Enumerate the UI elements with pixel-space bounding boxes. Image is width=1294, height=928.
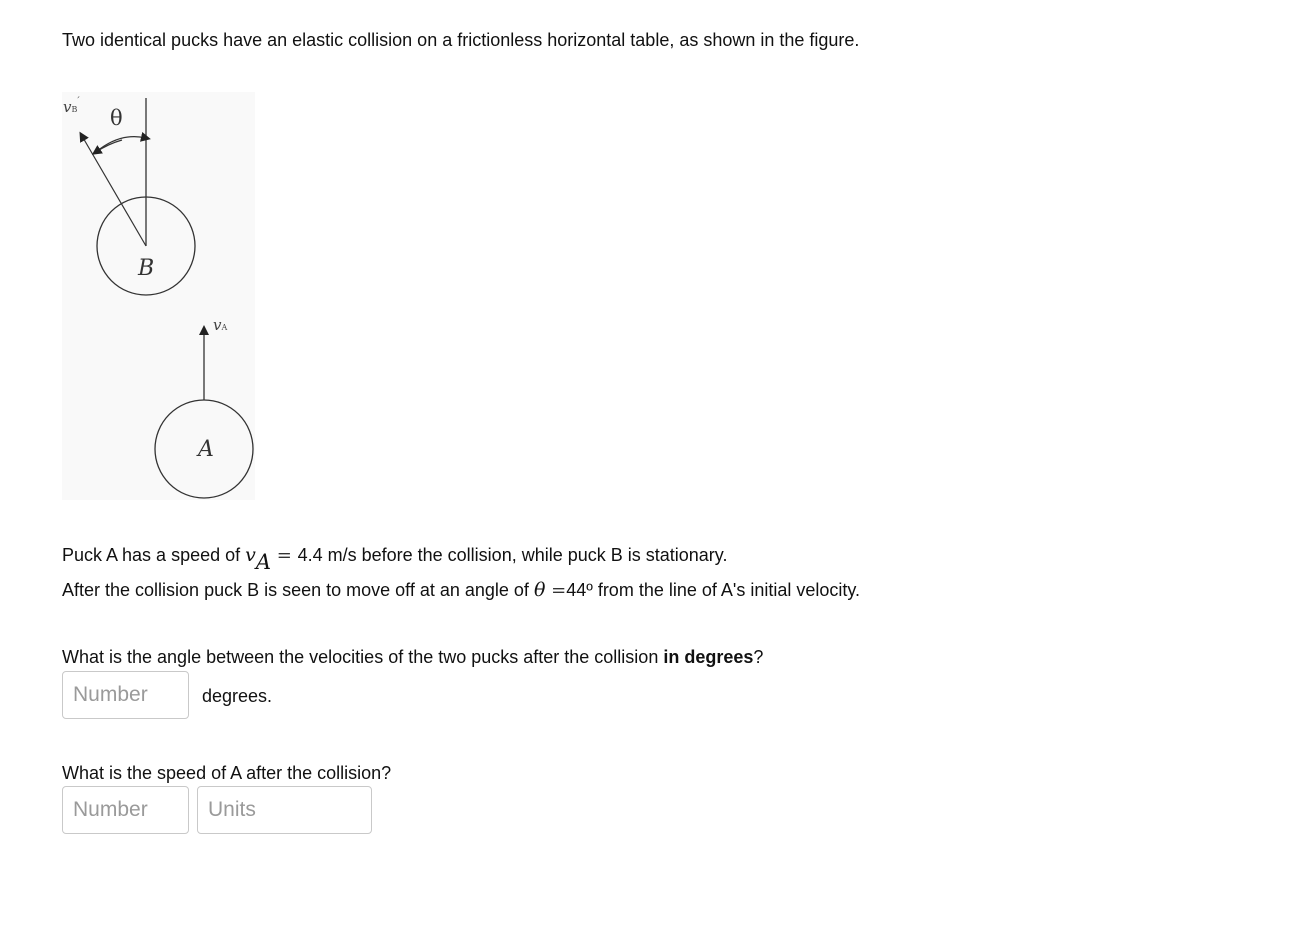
vb-velocity-arrow xyxy=(82,136,146,246)
question-1-units-label: degrees. xyxy=(202,686,273,706)
theta-arc-left xyxy=(96,140,122,152)
given-line-1: Puck A has a speed of vA = 4.4 m/s before the collision, while puck B is stationary. xyxy=(62,544,728,574)
question-1-text: What is the angle between the velocities of the two pucks after the collision in degrees? xyxy=(62,647,764,667)
question-2-text: What is the speed of A after the collision? xyxy=(62,763,392,783)
label-puck-b: B xyxy=(138,256,155,281)
label-va: vA xyxy=(213,316,228,334)
problem-intro: Two identical pucks have an elastic collision on a frictionless horizontal table, as shown in the figure. xyxy=(62,30,860,50)
question-2-number-input[interactable] xyxy=(62,786,189,834)
label-puck-a: A xyxy=(198,437,214,462)
theta-arc xyxy=(96,137,146,152)
collision-diagram xyxy=(62,92,255,500)
question-1-number-input[interactable] xyxy=(62,671,189,719)
question-2-units-input[interactable] xyxy=(197,786,372,834)
label-theta: θ xyxy=(110,106,123,130)
collision-figure xyxy=(62,92,255,500)
label-vb: vB′ xyxy=(63,96,80,116)
given-line-2: After the collision puck B is seen to move off at an angle of θ =44º from the line of A's initial velocity. xyxy=(62,579,861,601)
